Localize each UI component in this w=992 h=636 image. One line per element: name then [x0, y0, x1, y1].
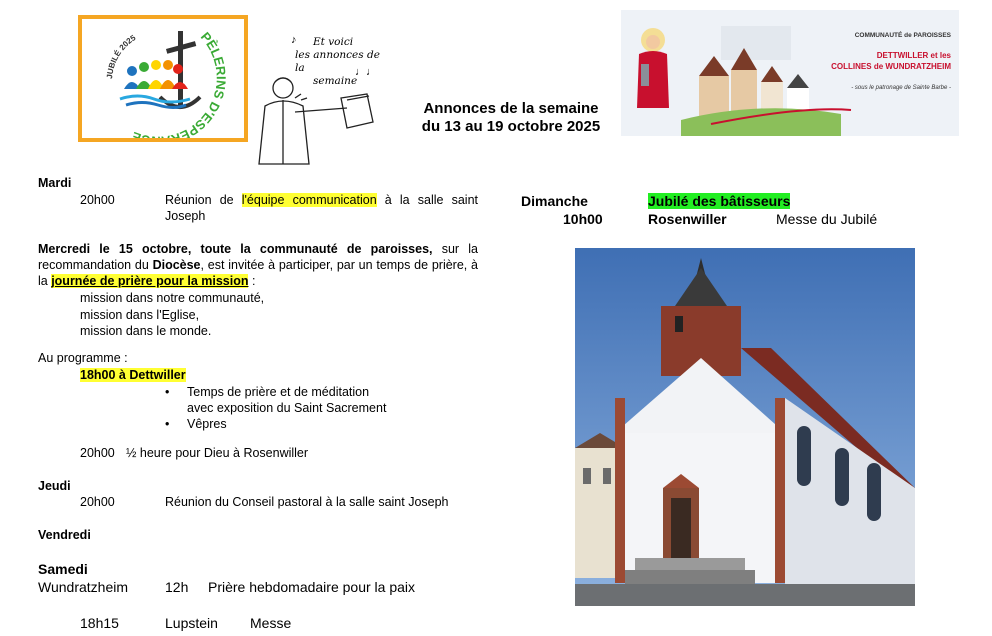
samedi-place-2: Lupstein [165, 615, 218, 631]
music-notes-icon: ♩♩ [355, 66, 377, 78]
programme-label: Au programme : [38, 351, 128, 365]
mercredi-highlight: journée de prière pour la mission [51, 274, 249, 288]
bullet-item [165, 384, 386, 416]
jubilee-emblem-icon [82, 19, 244, 138]
mission-item: mission dans l'Eglise, [80, 307, 200, 322]
bullet-item: • Vêpres [165, 416, 386, 432]
jubilee-logo [78, 15, 248, 142]
dimanche-time: 10h00 [563, 211, 603, 227]
samedi-heading: Samedi [38, 561, 88, 577]
dimanche-highlight: Jubilé des bâtisseurs [648, 193, 791, 209]
programme-bullets [165, 384, 386, 432]
banner-line-1: COMMUNAUTÉ de PAROISSES [854, 32, 951, 39]
mission-item: mission dans le monde. [80, 324, 212, 338]
mardi-highlight: l'équipe communication [241, 193, 377, 207]
music-note-icon: ♪ [291, 34, 297, 46]
speech-line-2: les annonces de la [295, 49, 380, 74]
speech-line-1: Et voici [313, 36, 354, 48]
samedi-time-2: 18h15 [80, 615, 119, 631]
mercredi-lead: Mercredi le 15 octobre, toute la communauté de paroisses, [38, 242, 433, 256]
samedi-text: Prière hebdomadaire pour la paix [208, 579, 416, 595]
mercredi-diocese: Diocèse [152, 258, 201, 272]
banner-line-2-text: DETTWILLER et les [876, 51, 951, 60]
mercredi-paragraph [38, 241, 478, 289]
parish-banner-illustration-icon [621, 10, 959, 136]
jubilee-arc-top: JUBILÉ 2025 [104, 33, 138, 80]
title-line-2: du 13 au 19 octobre 2025 [421, 118, 601, 135]
programme-extra-text: ½ heure pour Dieu à Rosenwiller [126, 446, 309, 460]
dimanche-heading: Dimanche [521, 193, 588, 209]
jubilee-arc-bottom: PÈLERINS D'ESPÉ E [129, 29, 229, 138]
mardi-text [165, 192, 478, 224]
parish-banner [621, 10, 959, 136]
bullet-text-cont: avec exposition du Saint Sacrement [187, 401, 387, 415]
bullet-text: Temps de prière et de méditation [187, 385, 370, 399]
mercredi-text-2: , est invitée à participer, par un temps de prière, à la [38, 258, 479, 288]
mercredi-text-1: sur la recommandation du [38, 242, 479, 272]
samedi-time: 12h [165, 579, 189, 595]
dimanche-place: Rosenwiller [648, 211, 727, 227]
mercredi-text-3: : [248, 274, 256, 288]
church-photo-icon [575, 248, 915, 606]
page-title [386, 100, 636, 136]
vendredi-heading: Vendredi [38, 528, 91, 542]
jeudi-text: Réunion du Conseil pastoral à la salle saint Joseph [165, 495, 449, 509]
mission-item: mission dans notre communauté, [80, 291, 265, 305]
programme-extra-time: 20h00 [80, 446, 115, 460]
mardi-time: 20h00 [80, 193, 115, 207]
samedi-place: Wundratzheim [38, 579, 129, 595]
banner-patronage: - sous le patronage de Sainte Barbe - [851, 85, 951, 91]
mission-list [80, 290, 264, 340]
title-line-1: Annonces de la semaine [423, 100, 599, 117]
banner-line-3-text: COLLINES de WUNDRATZHEIM [831, 62, 951, 71]
cantor-illustration [255, 36, 380, 170]
banner-line-2 [811, 50, 951, 72]
programme-highlight-time: 18h00 à Dettwiller [80, 368, 186, 382]
church-photo [575, 248, 915, 606]
jeudi-heading: Jeudi [38, 479, 71, 493]
mardi-text-b: à la salle saint Joseph [165, 193, 478, 223]
speech-line-3: semaine [313, 75, 358, 87]
samedi-text-2: Messe [250, 615, 292, 631]
dimanche-text: Messe du Jubilé [776, 211, 878, 227]
mardi-heading: Mardi [38, 176, 72, 190]
jeudi-time: 20h00 [80, 495, 115, 509]
mardi-text-a: Réunion de [165, 193, 242, 207]
